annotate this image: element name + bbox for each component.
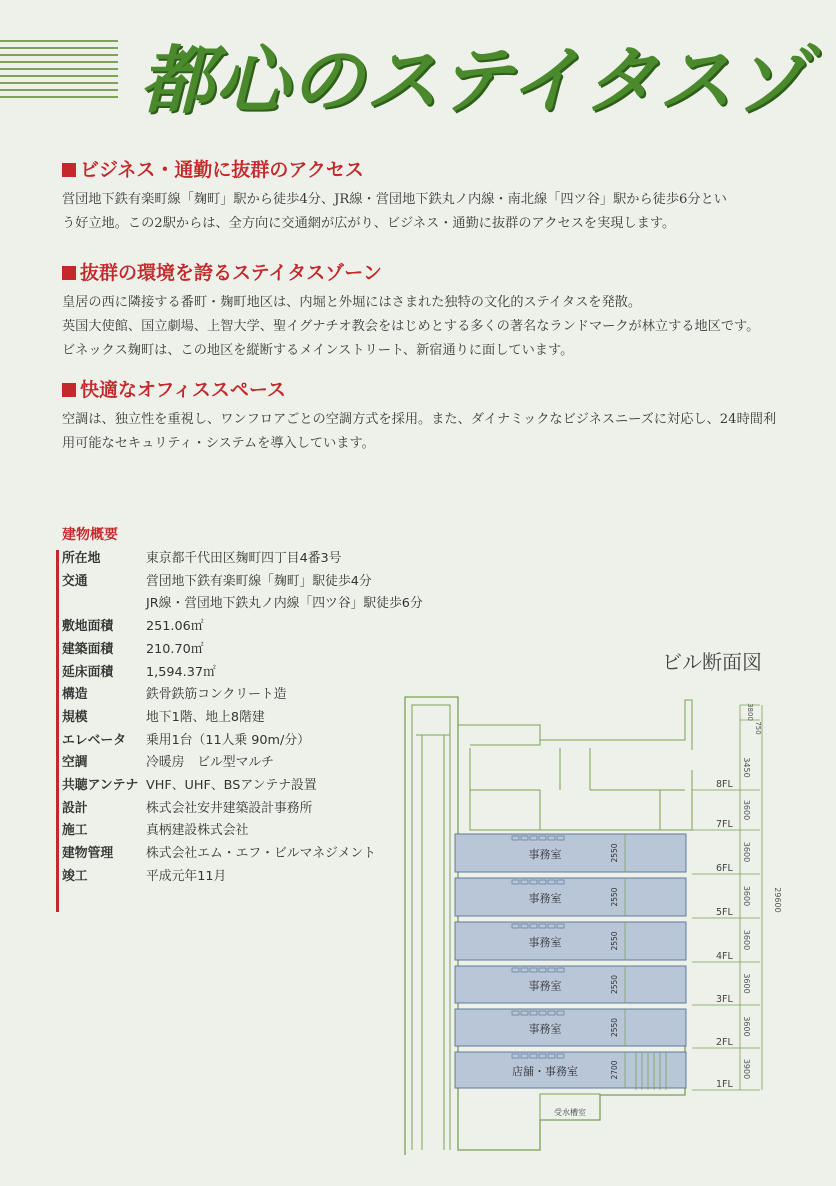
- office-floor: [455, 878, 686, 916]
- room-label: 事務室: [528, 892, 562, 905]
- roof-outline: [458, 700, 692, 750]
- spec-key: 交通: [62, 573, 88, 589]
- office-floor: [455, 966, 686, 1003]
- spec-key: 施工: [62, 823, 88, 839]
- spec-key: 設計: [62, 800, 88, 816]
- spec-value: 平成元年11月: [146, 868, 227, 884]
- ceiling-height: 2550: [610, 1017, 619, 1038]
- floor-label: 7FL: [716, 819, 733, 830]
- ceiling-height: 2550: [610, 931, 619, 951]
- floor-dim: 3600: [742, 1016, 751, 1037]
- section-heading: 快適なオフィススペース: [62, 375, 782, 402]
- spec-value: 1,594.37㎡: [146, 664, 216, 680]
- floor-label: 4FL: [716, 951, 733, 962]
- spec-key: エレベータ: [62, 732, 126, 748]
- spec-value: 株式会社安井建築設計事務所: [146, 800, 313, 816]
- spec-value: 251.06㎡: [146, 619, 204, 635]
- floor-label: 1FL: [716, 1079, 733, 1090]
- floor-dim: 3600: [742, 885, 751, 907]
- floor-label: 5FL: [716, 907, 733, 918]
- ceiling-height: 2700: [610, 1060, 619, 1080]
- spec-value: 株式会社エム・エフ・ビルマネジメント: [146, 846, 376, 862]
- spec-value: 冷暖房 ビル型マルチ: [146, 755, 274, 771]
- office-floor: [455, 834, 686, 872]
- spec-key: 空調: [62, 755, 88, 771]
- spec-key: 延床面積: [62, 664, 114, 680]
- spec-value: 真柄建設株式会社: [146, 823, 249, 839]
- section-body: 営団地下鉄有楽町線「麹町」駅から徒歩4分、JR線・営団地下鉄丸ノ内線・南北線「四ツ谷」駅から徒歩6分とい う好立地。この2駅からは、全方向に交通網が広がり、ビジネス・通勤に抜群のアクセスを実現します。: [62, 192, 727, 231]
- room-label: 事務室: [528, 1022, 562, 1036]
- spec-value: JR線・営団地下鉄丸ノ内線「四ツ谷」駅徒歩6分: [146, 596, 423, 612]
- spec-key: 規模: [62, 709, 88, 725]
- spec-value: 地下1階、地上8階建: [146, 709, 265, 725]
- spec-key: 建物管理: [62, 846, 114, 862]
- spec-key: 構造: [62, 687, 88, 703]
- page-title: 都心のステイタスゾ: [140, 38, 809, 124]
- roof-dim: 3800: [746, 703, 754, 721]
- floor-dim: 3600: [742, 799, 751, 821]
- section-body: 皇居の西に隣接する番町・麹町地区は、内堀と外堀にはさまれた独特の文化的ステイタスを発散。 英国大使館、国立劇場、上智大学、聖イグナチオ教会をはじめとする多くの著名なランドマークが林立する地区です。 ビネックス麹町は、この地区を縦断するメインストリート、新宿通りに面しています。: [62, 295, 760, 358]
- room-label: 事務室: [528, 936, 562, 949]
- spec-value: 210.70㎡: [146, 641, 204, 657]
- spec-value: VHF、UHF、BSアンテナ設置: [146, 778, 317, 794]
- office-floor: [455, 922, 686, 960]
- overview-heading: 建物概要: [62, 527, 118, 543]
- upper-floor-outline: [470, 748, 692, 830]
- basement-label: 受水槽室: [554, 1108, 586, 1117]
- spec-key: 敷地面積: [62, 619, 114, 635]
- spec-value: 乗用1台（11人乗 90m/分）: [146, 732, 310, 748]
- floor-dim: 3600: [742, 929, 751, 951]
- section-heading: 抜群の環境を誇るステイタスゾーン: [62, 258, 782, 285]
- spec-key: 竣工: [62, 868, 88, 884]
- office-floor: [455, 1009, 686, 1046]
- floor-label: 3FL: [716, 994, 733, 1005]
- floor-dim: 3600: [742, 973, 751, 994]
- floor-dim: 3600: [742, 841, 751, 863]
- floor-label: 6FL: [716, 863, 733, 874]
- room-label: 事務室: [528, 848, 562, 861]
- spec-value: 営団地下鉄有楽町線「麹町」駅徒歩4分: [146, 573, 372, 589]
- ceiling-height: 2550: [610, 843, 619, 863]
- room-label: 事務室: [528, 979, 562, 993]
- total-height: 29600: [773, 887, 782, 913]
- spec-key: 所在地: [62, 551, 101, 566]
- section-heading: ビジネス・通勤に抜群のアクセス: [62, 155, 782, 182]
- section-body: 空調は、独立性を重視し、ワンフロアごとの空調方式を採用。また、ダイナミックなビジネスニーズに対応し、24時間利 用可能なセキュリティ・システムを導入しています。: [62, 412, 777, 451]
- room-label: 店舗・事務室: [512, 1065, 578, 1078]
- spec-key: 共聴アンテナ: [62, 778, 139, 794]
- ceiling-height: 2550: [610, 887, 619, 907]
- spec-value: 鉄骨鉄筋コンクリート造: [146, 687, 287, 703]
- spec-value: 東京都千代田区麹町四丁目4番3号: [146, 551, 342, 566]
- floor-label: 2FL: [716, 1037, 733, 1048]
- floor-dim: 3900: [742, 1058, 751, 1080]
- roof-dim: 750: [754, 721, 762, 735]
- roof-outline: [470, 740, 540, 745]
- spec-key: 建築面積: [62, 641, 114, 657]
- floor-dim: 3450: [742, 757, 751, 778]
- diagram-title: ビル断面図: [662, 650, 762, 674]
- ceiling-height: 2550: [610, 974, 619, 995]
- floor-label: 8FL: [716, 779, 733, 790]
